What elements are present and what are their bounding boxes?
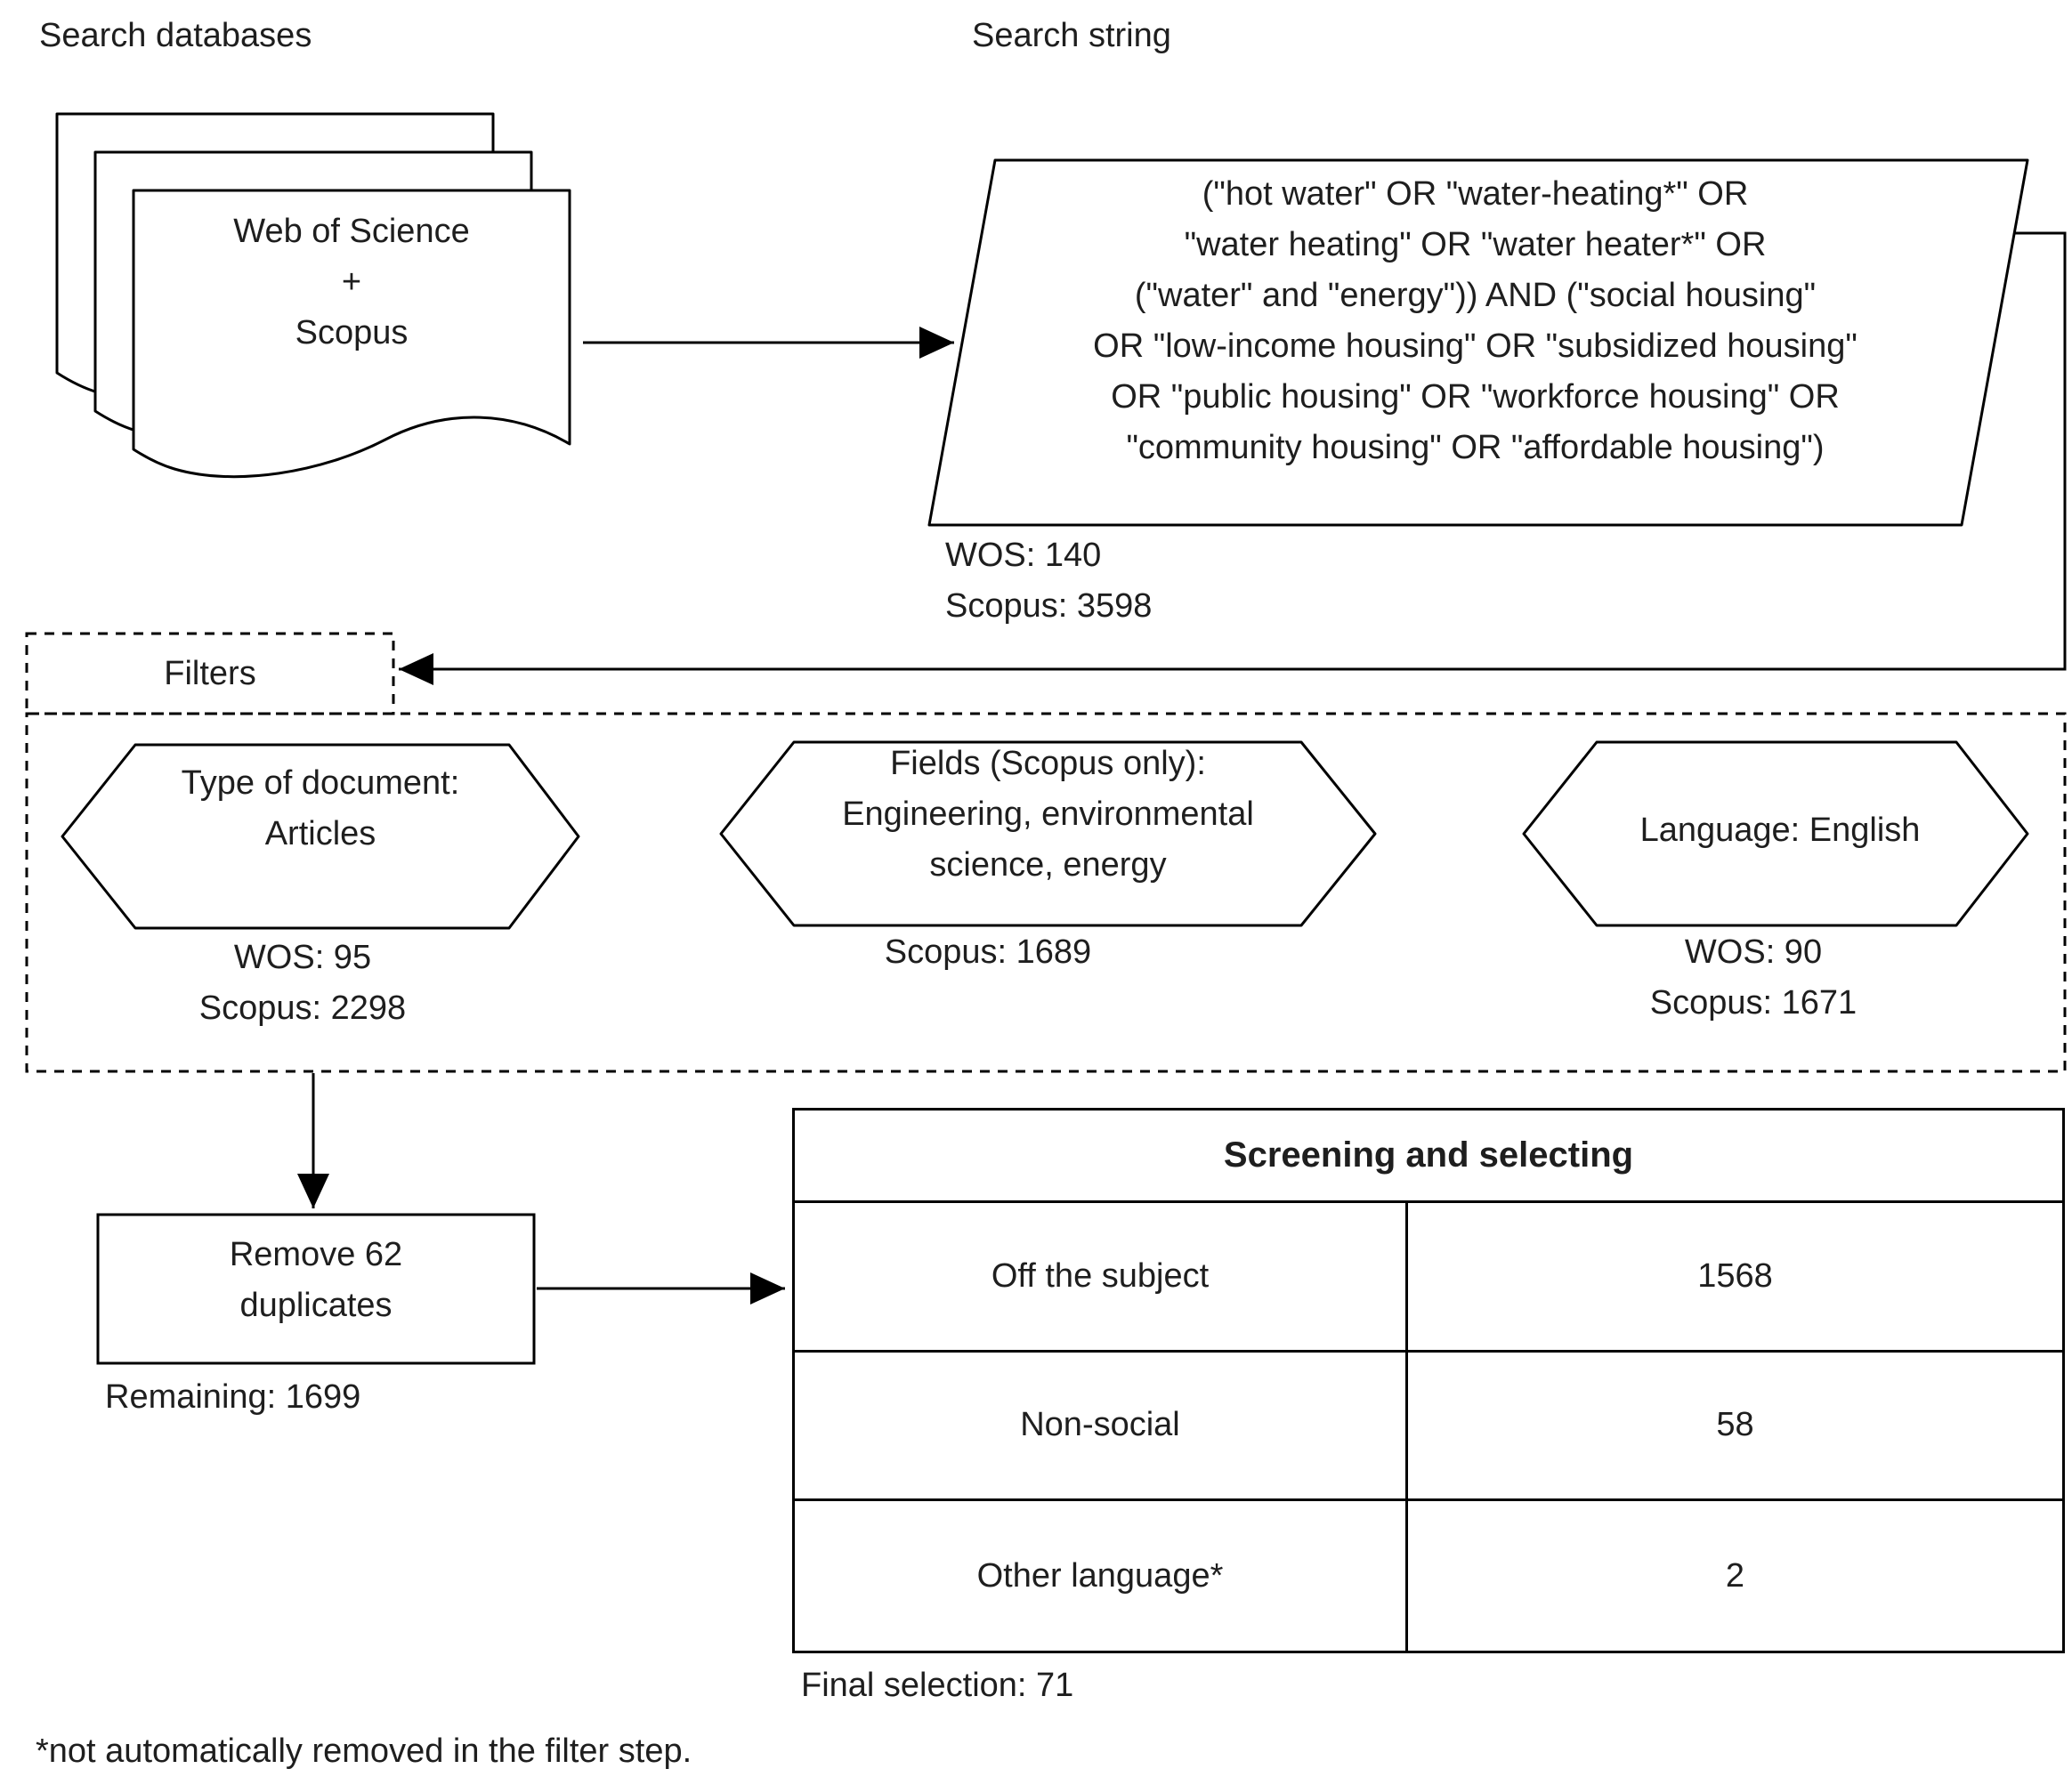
database-line: Web of Science <box>233 213 470 250</box>
language-wos-count: WOS: 90 <box>1684 933 1823 971</box>
fields-line: Fields (Scopus only): <box>890 745 1206 782</box>
fields-text <box>765 739 1331 891</box>
screening-table <box>792 1108 2065 1653</box>
remaining-count: Remaining: 1699 <box>105 1378 361 1416</box>
fields-line: Engineering, environmental <box>842 796 1254 833</box>
screening-title: Screening and selecting <box>795 1111 2062 1203</box>
table-cell-value: 2 <box>1725 1556 1745 1595</box>
final-selection-count: Final selection: 71 <box>801 1667 1074 1704</box>
query-text <box>957 169 1994 473</box>
duplicates-text <box>98 1230 534 1331</box>
document-type-line: Articles <box>264 815 376 852</box>
database-line: Scopus <box>295 314 409 351</box>
query-wos-count: WOS: 140 <box>945 537 1102 574</box>
table-cell-label: Off the subject <box>795 1203 1408 1350</box>
document-type-scopus-count: Scopus: 2298 <box>198 989 407 1027</box>
document-type-text <box>98 758 543 860</box>
table-row <box>795 1501 2062 1651</box>
query-results <box>945 530 1152 632</box>
language-scopus-count: Scopus: 1671 <box>1649 984 1858 1022</box>
table-cell-label: Other language* <box>795 1501 1408 1651</box>
query-line: OR "public housing" OR "workforce housing" OR <box>1111 378 1840 416</box>
query-line: "water heating" OR "water heater*" OR <box>1184 226 1767 263</box>
language-text: Language: English <box>1639 812 1921 849</box>
query-line: ("hot water" OR "water-heating*" OR <box>1202 175 1749 213</box>
fields-scopus-count: Scopus: 1689 <box>884 933 1092 971</box>
query-line: OR "low-income housing" OR "subsidized housing" <box>1093 327 1858 365</box>
query-line: "community housing" OR "affordable housing") <box>1126 429 1825 466</box>
search-databases-label: Search databases <box>39 17 312 54</box>
query-scopus-count: Scopus: 3598 <box>945 587 1153 625</box>
language-counts <box>1540 927 1967 1029</box>
table-row <box>795 1203 2062 1353</box>
table-cell-value: 1568 <box>1697 1256 1773 1295</box>
table-cell-label: Non-social <box>795 1353 1408 1499</box>
database-stack-text <box>134 206 570 359</box>
query-line: ("water" and "energy")) AND ("social housing" <box>1134 277 1817 314</box>
document-type-line: Type of document: <box>181 764 460 802</box>
footnote: *not automatically removed in the filter step. <box>36 1732 692 1770</box>
document-type-wos-count: WOS: 95 <box>233 939 372 976</box>
search-string-label: Search string <box>972 17 1171 54</box>
table-row <box>795 1353 2062 1502</box>
database-line: + <box>341 263 362 301</box>
document-type-counts <box>71 933 534 1034</box>
duplicates-line: Remove 62 <box>229 1236 403 1273</box>
duplicates-line: duplicates <box>239 1287 393 1324</box>
table-cell-value: 58 <box>1716 1406 1754 1444</box>
filters-label: Filters <box>164 654 256 692</box>
fields-line: science, energy <box>929 846 1167 884</box>
